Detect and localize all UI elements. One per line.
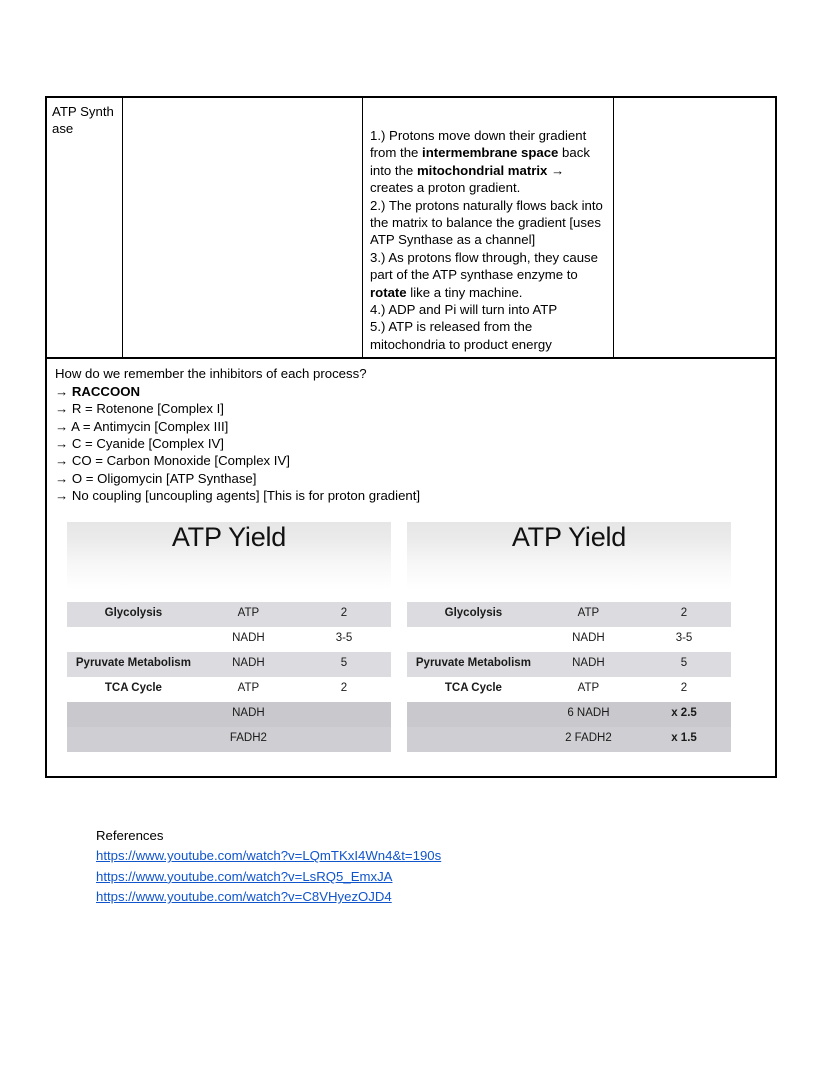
step-1: 1.) Protons move down their gradient from the intermembrane space back into the mitochondrial matrix → creates a proton gradient. [370,128,590,196]
yield-row [67,727,391,752]
yield-value: 2 [340,607,348,620]
atp-yield-table-left [67,522,391,752]
yield-header-right [407,522,731,590]
yield-row [407,702,731,727]
cell-mnemonic [47,359,775,775]
table-row-atp-synthase [47,98,775,359]
reference-link[interactable]: https://www.youtube.com/watch?v=C8VHyezOJD4 [96,889,392,905]
yield-stage [407,627,540,652]
yield-stage: Glycolysis [104,607,163,620]
yield-row [67,702,391,727]
yield-molecule: ATP [577,682,600,695]
yield-row [67,602,391,627]
yield-value: x 1.5 [671,732,697,745]
step-3: 3.) As protons flow through, they cause part of the ATP synthase enzyme to rotate like a tiny machine. [370,249,598,300]
yield-stage [407,702,540,727]
yield-molecule: ATP [237,607,260,620]
yield-value: 2 [680,607,688,620]
yield-row [407,602,731,627]
mnemonic-item: → CO = Carbon Monoxide [Complex IV] [55,453,290,469]
step-5: 5.) ATP is released from the mitochondria to product energy [370,319,552,352]
mnemonic-item: → A = Antimycin [Complex III] [55,418,229,434]
mnemonic-item: → No coupling [uncoupling agents] [This is for proton gradient] [55,488,421,504]
step-2: 2.) The protons naturally flows back into the matrix to balance the gradient [uses ATP Synthase as a channel] [370,197,603,248]
yield-rows-right [407,602,731,752]
yield-molecule: NADH [572,632,605,645]
atp-yield-table-right [407,522,731,752]
cell-process-name: ATP Synthase [47,98,123,357]
yield-value: 5 [680,657,688,670]
yield-molecule: NADH [232,707,265,720]
cell-notes-empty [614,98,775,357]
yield-title-right: ATP Yield [511,521,627,552]
mnemonic-item: → C = Cyanide [Complex IV] [55,435,224,451]
yield-molecule: NADH [572,657,605,670]
yield-molecule: ATP [237,682,260,695]
yield-value: 2 [680,682,688,695]
yield-value: 3-5 [675,632,693,645]
table-row-mnemonic [47,359,775,775]
yield-stage: Glycolysis [444,607,503,620]
step-4: 4.) ADP and Pi will turn into ATP [370,302,558,318]
mnemonic-arrow: → [55,383,72,399]
yield-row [67,652,391,677]
atp-yield-panels [55,505,767,766]
yield-molecule: NADH [232,632,265,645]
yield-row [407,652,731,677]
yield-title-left: ATP Yield [171,521,287,552]
yield-value: x 2.5 [671,707,697,720]
yield-value: 3-5 [335,632,353,645]
yield-value [297,727,391,752]
references-title: References [96,828,164,843]
notes-table [45,96,777,778]
yield-row [407,677,731,702]
yield-value: 2 [340,682,348,695]
yield-value: 5 [340,657,348,670]
yield-stage: TCA Cycle [444,682,502,695]
mnemonic-keyword: RACCOON [71,383,140,399]
yield-row [407,627,731,652]
yield-value [297,702,391,727]
yield-molecule: FADH2 [229,732,267,745]
reference-link[interactable]: https://www.youtube.com/watch?v=LsRQ5_EmxJA [96,868,393,884]
yield-stage: TCA Cycle [104,682,162,695]
cell-diagram-empty [123,98,363,357]
yield-stage [67,627,200,652]
mnemonic-keyword-line [55,383,767,400]
yield-row [407,727,731,752]
yield-molecule: 6 NADH [567,707,610,720]
mnemonic-item: → O = Oligomycin [ATP Synthase] [55,470,257,486]
mnemonic-item: → R = Rotenone [Complex I] [55,401,224,417]
yield-row [67,677,391,702]
yield-stage: Pyruvate Metabolism [415,657,531,670]
cell-steps [363,98,614,357]
yield-header-left [67,522,391,590]
yield-molecule: 2 FADH2 [565,732,612,745]
yield-molecule: NADH [232,657,265,670]
yield-rows-left [67,602,391,752]
yield-stage [67,727,200,752]
yield-row [67,627,391,652]
mnemonic-question: How do we remember the inhibitors of each process? [55,366,367,382]
references-section [96,826,441,908]
yield-molecule: ATP [577,607,600,620]
reference-link[interactable]: https://www.youtube.com/watch?v=LQmTKxI4Wn4&t=190s [96,848,442,864]
yield-stage [67,702,200,727]
yield-stage [407,727,540,752]
yield-stage: Pyruvate Metabolism [75,657,191,670]
